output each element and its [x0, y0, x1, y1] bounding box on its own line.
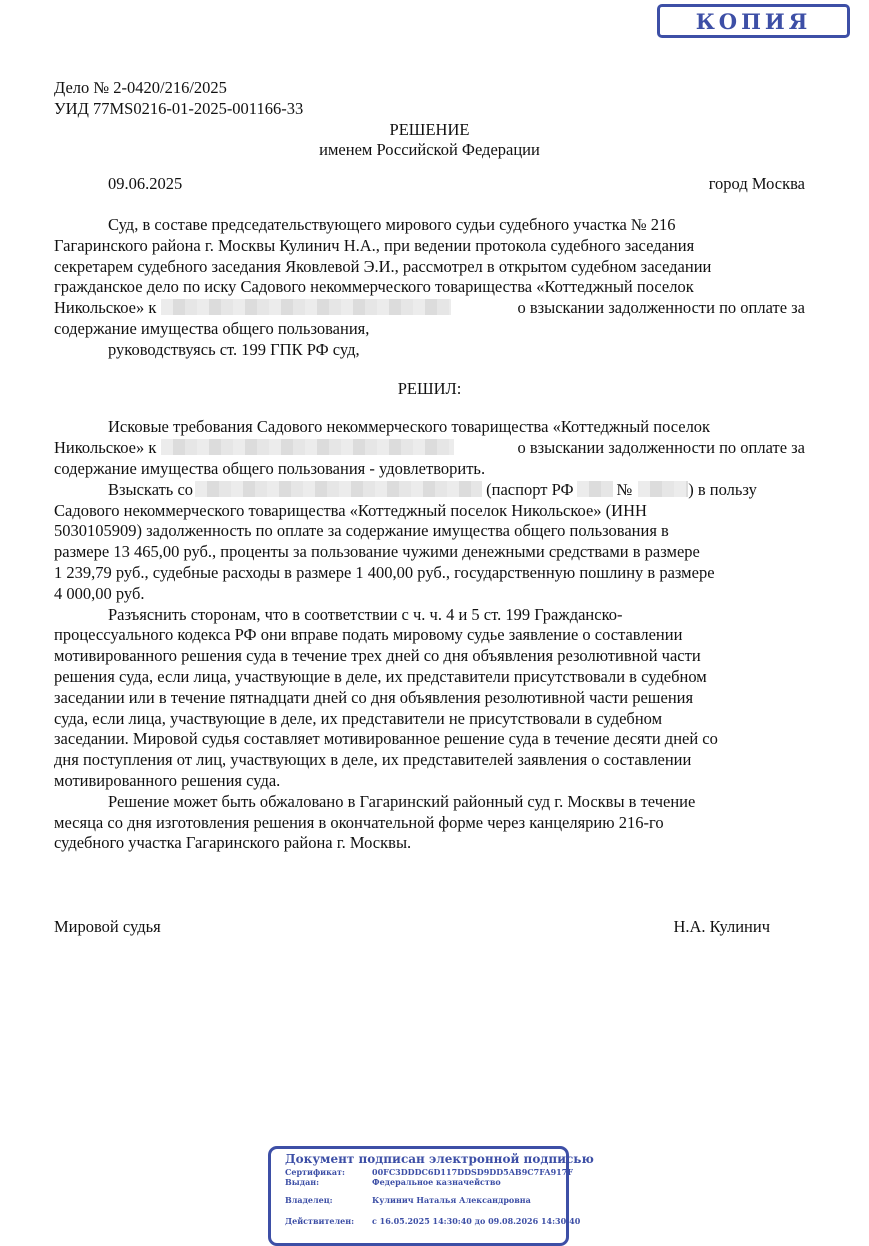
esig-certificate-row	[285, 1167, 573, 1177]
text-line	[54, 298, 805, 319]
text-line: решения суда, если лица, участвующие в деле, их представители присутствовали в судебном	[54, 666, 707, 686]
electronic-signature-stamp	[268, 1146, 594, 1246]
text-segment: Взыскать со	[108, 479, 194, 499]
date-place-row	[54, 174, 805, 195]
text-line: размере 13 465,00 руб., проценты за пользование чужими денежными средствами в размере	[54, 542, 700, 562]
redacted-defendant-name	[161, 299, 451, 315]
copy-stamp	[657, 4, 850, 38]
text-segment: Никольское» к	[54, 298, 157, 318]
text-line: Гагаринского района г. Москвы Кулинич Н.А., при ведении протокола судебного заседания	[54, 235, 695, 255]
intro-paragraph	[54, 215, 805, 361]
esig-label: Владелец:	[285, 1195, 333, 1205]
recovery-paragraph	[54, 480, 805, 605]
text-line: 4 000,00 руб.	[54, 583, 145, 603]
text-line: суда, если лица, участвующие в деле, их представители не присутствовали в судебном	[54, 708, 663, 728]
decision-document	[54, 78, 805, 854]
esig-title: Документ подписан электронной подписью	[285, 1152, 594, 1166]
esig-value: Кулинич Наталья Александровна	[372, 1195, 531, 1205]
text-line: содержание имущества общего пользования - удовлетворить.	[54, 458, 486, 478]
text-segment: Никольское» к	[54, 438, 157, 458]
text-line: секретарем судебного заседания Яковлевой Э.И., рассмотрел в открытом судебном заседании	[54, 256, 712, 276]
decision-city: город Москва	[708, 174, 805, 194]
text-line: 5030105909) задолженность по оплате за содержание имущества общего пользования в	[54, 521, 669, 541]
claims-paragraph	[54, 417, 805, 479]
text-line: мотивированного решения суда в течение трех дней со дня объявления резолютивной части	[54, 646, 701, 666]
esig-value: с 16.05.2025 14:30:40 до 09.08.2026 14:30:40	[372, 1216, 581, 1226]
esig-value: Федеральное казначейство	[372, 1177, 501, 1187]
resolved-heading: РЕШИЛ:	[397, 378, 462, 398]
decision-date: 09.06.2025	[108, 174, 183, 194]
redacted-passport-number	[638, 481, 688, 497]
copy-stamp-label: КОПИЯ	[695, 8, 812, 34]
signer-position: Мировой судья	[54, 917, 161, 936]
text-line: мотивированного решения суда.	[54, 770, 281, 790]
text-line: Садового некоммерческого товарищества «Коттеджный поселок Никольское» (ИНН	[54, 500, 647, 520]
text-line: процессуального кодекса РФ они вправе подать мировому судье заявление о составлении	[54, 625, 683, 645]
text-line: содержание имущества общего пользования,	[54, 318, 370, 338]
text-line: Решение может быть обжаловано в Гагаринский районный суд г. Москвы в течение	[108, 791, 696, 811]
redacted-passport-series	[577, 481, 613, 497]
document-subtitle: именем Российской Федерации	[319, 140, 540, 160]
text-line: заседании. Мировой судья составляет мотивированное решение суда в течение десяти дней со	[54, 729, 718, 749]
explanation-paragraph	[54, 605, 805, 792]
esig-issuer-row	[285, 1177, 556, 1187]
redacted-defendant-name	[161, 439, 454, 455]
text-line: Суд, в составе председательствующего мирового судьи судебного участка № 216	[108, 214, 676, 234]
text-line	[54, 438, 805, 459]
text-segment: о взыскании задолженности по оплате за	[517, 438, 805, 458]
signature-block	[54, 917, 770, 937]
text-line	[54, 480, 805, 501]
text-line: заседании или в течение пятнадцати дней со дня объявления резолютивной части решения	[54, 687, 694, 707]
text-line: дня поступления от лиц, участвующих в деле, их представителей заявления о составлении	[54, 750, 692, 770]
case-number: Дело № 2-0420/216/2025	[54, 78, 227, 97]
redacted-defendant-name	[195, 481, 482, 497]
esig-owner-row	[285, 1195, 556, 1205]
document-title: РЕШЕНИЕ	[389, 119, 470, 139]
appeal-paragraph	[54, 792, 805, 854]
esig-label: Выдан:	[285, 1177, 320, 1187]
text-line: судебного участка Гагаринского района г. Москвы.	[54, 833, 412, 853]
esig-label: Сертификат:	[285, 1167, 345, 1177]
text-line: Исковые требования Садового некоммерческого товарищества «Коттеджный поселок	[108, 417, 711, 437]
text-segment: о взыскании задолженности по оплате за	[517, 298, 805, 318]
text-segment: ) в пользу	[688, 479, 757, 499]
text-line: 1 239,79 руб., судебные расходы в размере 1 400,00 руб., государственную пошлину в размере	[54, 562, 715, 582]
text-line: Разъяснить сторонам, что в соответствии с ч. ч. 4 и 5 ст. 199 Гражданско-	[108, 604, 623, 624]
text-line: месяца со дня изготовления решения в окончательной форме через канцелярию 216-го	[54, 812, 664, 832]
esig-validity-row	[285, 1216, 581, 1226]
text-line: гражданское дело по иску Садового некоммерческого товарищества «Коттеджный поселок	[54, 277, 694, 297]
esig-label: Действителен:	[285, 1216, 355, 1226]
text-segment: №	[616, 479, 633, 499]
signer-name: Н.А. Кулинич	[673, 917, 770, 936]
esig-value: 00FC3DDDC6D117DDSD9DD5AB9C7FA917F	[372, 1167, 573, 1177]
text-line: руководствуясь ст. 199 ГПК РФ суд,	[108, 339, 360, 359]
text-segment: (паспорт РФ	[486, 479, 574, 499]
case-uid: УИД 77MS0216-01-2025-001166-33	[54, 98, 304, 118]
